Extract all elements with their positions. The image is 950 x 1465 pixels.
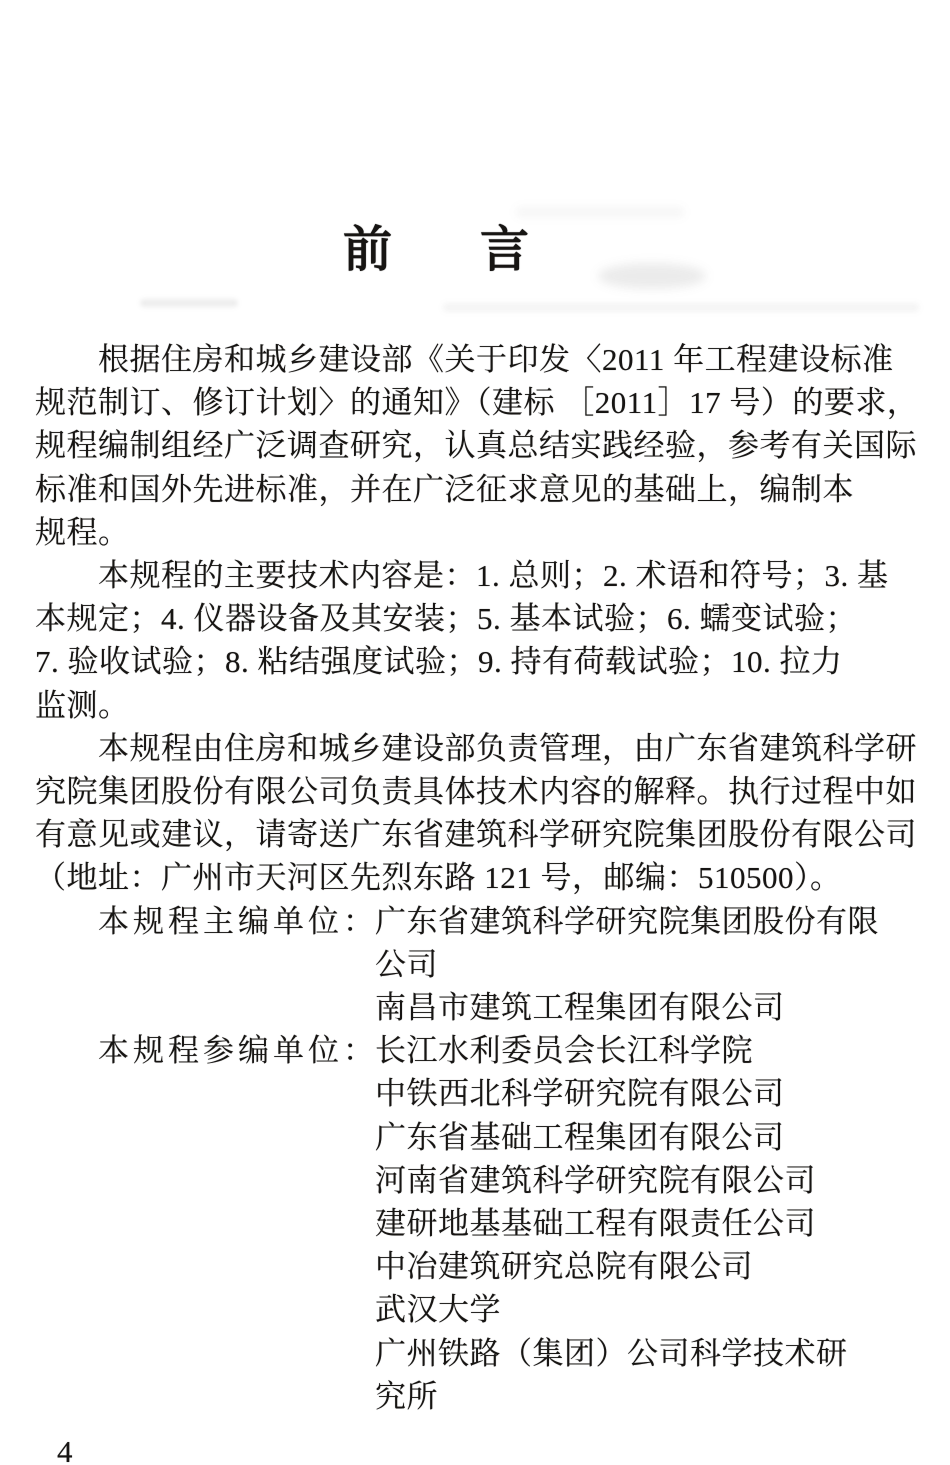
page-number: 4 xyxy=(57,1434,73,1465)
unit-value: 广东省建筑科学研究院集团股份有限 xyxy=(375,903,879,939)
chief-editor-unit-item: 南昌市建筑工程集团有限公司 xyxy=(375,990,785,1026)
scan-artifact xyxy=(140,299,238,307)
paragraph-3-line: 本规程由住房和城乡建设部负责管理，由广东省建筑科学研 xyxy=(98,730,917,766)
participating-unit-item: 建研地基基础工程有限责任公司 xyxy=(375,1206,816,1242)
participating-unit-item: 究所 xyxy=(375,1378,438,1414)
paragraph-1-line: 标准和国外先进标准，并在广泛征求意见的基础上，编制本 xyxy=(35,471,854,507)
scan-artifact xyxy=(443,303,919,312)
paragraph-2-line: 7. 验收试验；8. 粘结强度试验；9. 持有荷载试验；10. 拉力 xyxy=(35,644,843,680)
body-lines xyxy=(0,338,950,1418)
participating-unit-item: 广州铁路（集团）公司科学技术研 xyxy=(375,1335,848,1371)
paragraph-2-line: 本规定；4. 仪器设备及其安装；5. 基本试验；6. 蠕变试验； xyxy=(35,601,857,637)
page-title-char-left: 前 xyxy=(342,222,392,277)
page-title xyxy=(0,220,911,280)
participating-unit-item: 广东省基础工程集团有限公司 xyxy=(375,1119,785,1155)
participating-unit-item: 中冶建筑研究总院有限公司 xyxy=(375,1249,753,1285)
participating-unit-item: 河南省建筑科学研究院有限公司 xyxy=(375,1162,816,1198)
page-title-char-right: 言 xyxy=(480,222,530,277)
chief-editor-unit-item: 公司 xyxy=(375,946,438,982)
participating-unit-item: 武汉大学 xyxy=(375,1292,501,1328)
unit-label: 本规程参编单位： xyxy=(98,1033,378,1069)
unit-label: 本规程主编单位： xyxy=(98,903,378,939)
paragraph-1-line: 根据住房和城乡建设部《关于印发〈2011 年工程建设标准 xyxy=(98,342,894,377)
unit-value: 长江水利委员会长江科学院 xyxy=(375,1033,753,1069)
paragraph-3-line: （地址：广州市天河区先烈东路 121 号，邮编：510500）。 xyxy=(35,860,842,896)
participating-unit-item: 中铁西北科学研究院有限公司 xyxy=(375,1076,785,1112)
paragraph-3-line: 有意见或建议，请寄送广东省建筑科学研究院集团股份有限公司 xyxy=(35,817,917,853)
participating-unit-row xyxy=(35,1029,915,1072)
paragraph-2-line: 监测。 xyxy=(35,687,130,723)
paragraph-1-line: 规程。 xyxy=(35,514,130,550)
paragraph-1-line: 规范制订、修订计划〉的通知》（建标 ［2011］17 号）的要求， xyxy=(35,385,919,421)
paragraph-2-line: 本规程的主要技术内容是：1. 总则；2. 术语和符号；3. 基 xyxy=(98,558,889,594)
chief-editor-unit-row xyxy=(35,900,915,943)
paragraph-1-line: 规程编制组经广泛调查研究，认真总结实践经验，参考有关国际 xyxy=(35,428,917,464)
scan-artifact xyxy=(515,206,685,218)
paragraph-3-line: 究院集团股份有限公司负责具体技术内容的解释。执行过程中如 xyxy=(35,774,917,810)
